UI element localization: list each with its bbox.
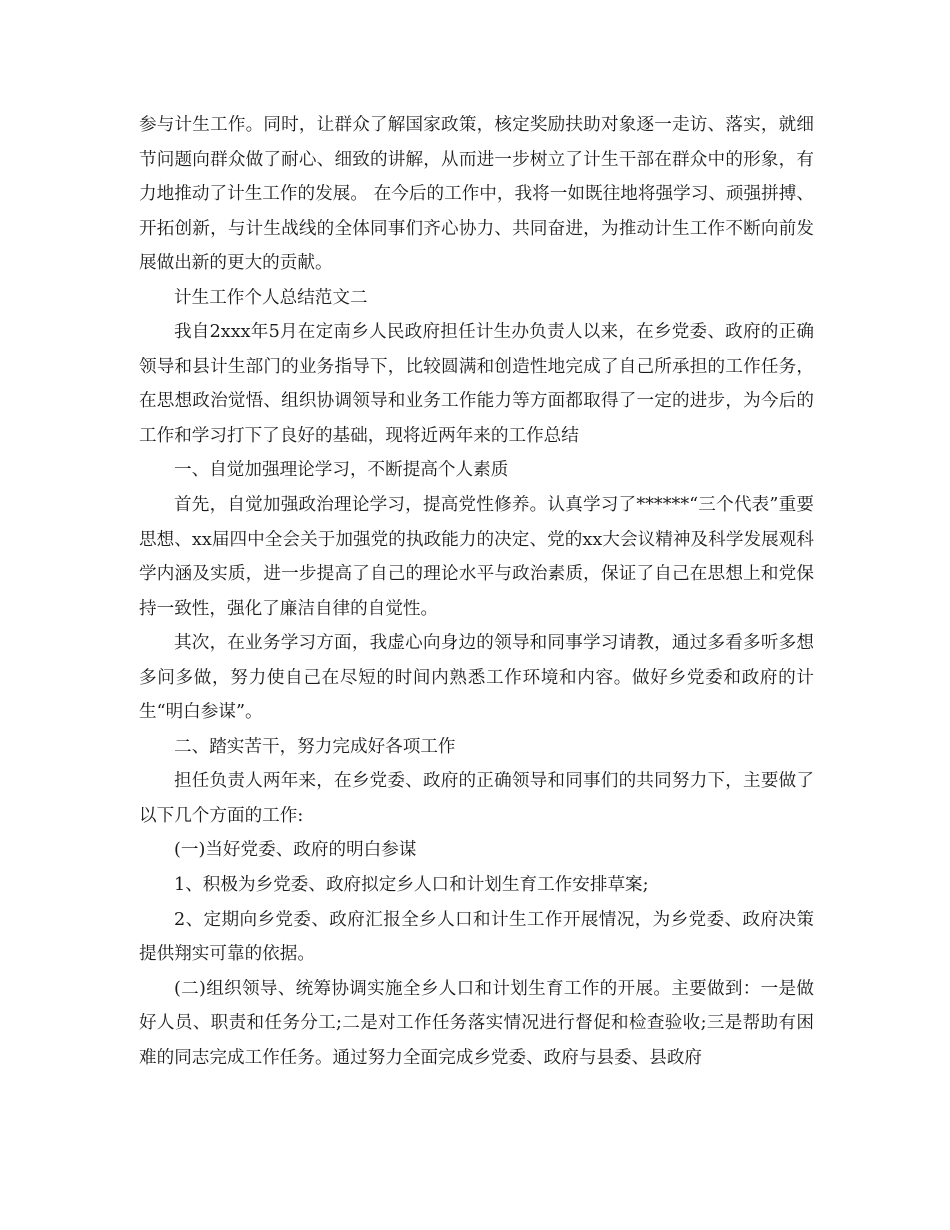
section-heading-fanwen-2: 计生工作个人总结范文二 <box>174 287 368 308</box>
paragraph-coordination: (二)组织领导、统筹协调实施全乡人口和计划生育工作的开展。主要做到：一是做好人员、职责和任务分工;二是对工作任务落实情况进行督促和检查验收;三是帮助有困难的同志完成工作任务。通过努力全面完成乡党委、政府与县委、县政府 <box>139 978 814 1068</box>
paragraph-second: 其次，在业务学习方面，我虚心向身边的领导和同事学习请教，通过多看多听多想多问多做，努力使自己在尽短的时间内熟悉工作环境和内容。做好乡党委和政府的计生“明白参谋”。 <box>139 633 814 723</box>
subheading-advisor: (一)当好党委、政府的明白参谋 <box>174 840 417 861</box>
heading-theory-study: 一、自觉加强理论学习，不断提高个人素质 <box>174 460 509 481</box>
list-item-1: 1、积极为乡党委、政府拟定乡人口和计划生育工作安排草案; <box>174 875 649 896</box>
document-body <box>139 108 814 1075</box>
paragraph-intro: 我自2xxx年5月在定南乡人民政府担任计生办负责人以来，在乡党委、政府的正确领导和县计生部门的业务指导下，比较圆满和创造性地完成了自己所承担的工作任务，在思想政治觉悟、组织协调领导和业务工作能力等方面都取得了一定的进步，为今后的工作和学习打下了良好的基础，现将近两年来的工作总结 <box>139 322 814 446</box>
list-item-2: 2、定期向乡党委、政府汇报全乡人口和计生工作开展情况，为乡党委、政府决策提供翔实可靠的依据。 <box>139 909 814 965</box>
heading-hard-work: 二、踏实苦干，努力完成好各项工作 <box>174 736 456 757</box>
paragraph-two-years: 担任负责人两年来，在乡党委、政府的正确领导和同事们的共同努力下，主要做了以下几个方面的工作: <box>139 771 814 826</box>
paragraph-first: 首先，自觉加强政治理论学习，提高党性修养。认真学习了******“三个代表”重要思想、xx届四中全会关于加强党的执政能力的决定、党的xx大会议精神及科学发展观科学内涵及实质，进一步提高了自己的理论水平与政治素质，保证了自己在思想上和党保持一致性，强化了廉洁自律的自觉性。 <box>139 495 814 619</box>
paragraph-1: 参与计生工作。同时，让群众了解国家政策，核定奖励扶助对象逐一走访、落实，就细节问题向群众做了耐心、细致的讲解，从而进一步树立了计生干部在群众中的形象，有力地推动了计生工作的发展。 在今后的工作中，我将一如既往地将强学习、顽强拼搏、开拓创新，与计生战线的全体同事们齐心协力、共同奋进，为推动计生工作不断向前发展做出新的更大的贡献。 <box>139 115 814 274</box>
